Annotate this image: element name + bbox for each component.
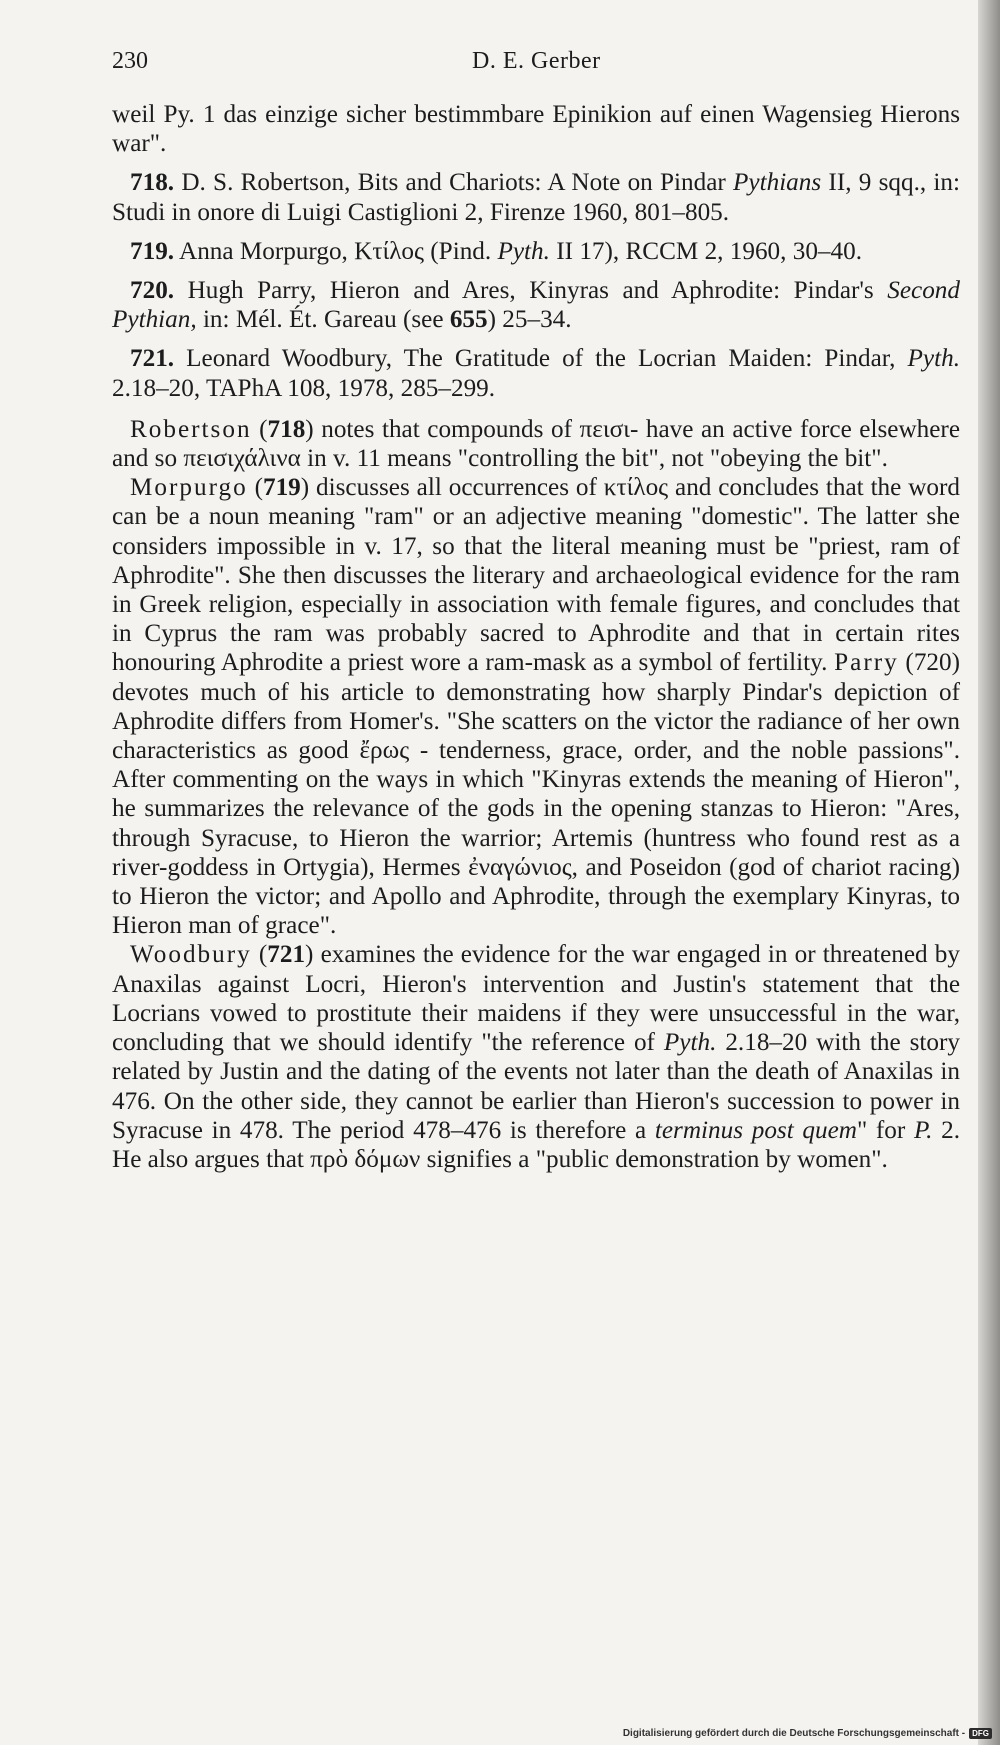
page-number: 230	[112, 48, 148, 74]
paragraph-robertson: Robertson (718) notes that compounds of πεισι- have an active force elsewhere and so πεισιχάλινα in v. 11 means "controlling the bit", not "obeying the bit".	[112, 415, 960, 473]
page-edge-shadow	[978, 0, 1000, 1745]
footer-credit-text: Digitalisierung gefördert durch die Deutsche Forschungsgemeinschaft -	[622, 1728, 966, 1739]
bibliography-entry-721: 721. Leonard Woodbury, The Gratitude of the Locrian Maiden: Pindar, Pyth. 2.18–20, TAPhA 108, 1978, 285–299.	[112, 345, 961, 402]
paragraph-woodbury: Woodbury (721) examines the evidence for the war engaged in or threatened by Anaxilas against Locri, Hieron's intervention and Justin's statement that the Locrians vowed to prostitute their maidens if they were unsuccessful in the war, concluding that we should identify "the reference of Pyth. 2.18–20 with the story related by Justin and the dating of the events not later than the death of Anaxilas in 476. On the other side, they cannot be earlier than Hieron's succession to power in Syracuse in 478. The period 478–476 is therefore a terminus post quem" for P. 2. He also argues that πρὸ δόμων signifies a "public demonstration by women".	[112, 941, 961, 1173]
entry-number: 720.	[130, 277, 175, 305]
entry-number: 719.	[130, 237, 175, 265]
digitization-footer	[623, 1728, 992, 1739]
bibliography-entry-720: 720. Hugh Parry, Hieron and Ares, Kinyras and Aphrodite: Pindar's Second Pythian, in: Mél. Ét. Gareau (see 655) 25–34.	[112, 277, 960, 334]
continuation-paragraph: weil Py. 1 das einzige sicher bestimmbare Epinikion auf einen Wagensieg Hierons war".	[112, 101, 960, 158]
entry-number: 718.	[130, 169, 175, 197]
bibliography-entry-718: 718. D. S. Robertson, Bits and Chariots: A Note on Pindar Pythians II, 9 sqq., in: Studi in onore di Luigi Castiglioni 2, Firenze 1960, 801–805.	[112, 169, 961, 226]
bibliography-entry-719: 719. Anna Morpurgo, Κτίλος (Pind. Pyth. II 17), RCCM 2, 1960, 30–40.	[130, 237, 863, 265]
entry-number: 721.	[130, 345, 175, 373]
dfg-logo: DFG	[969, 1728, 992, 1739]
paragraph-morpurgo: Morpurgo (719) discusses all occurrences of κτίλος and concludes that the word can be a noun meaning "ram" or an adjective meaning "domestic". The latter she considers impossible in v. 17, so that the literal meaning must be "priest, ram of Aphrodite". She then discusses the literary and archaeological evidence for the ram in Greek religion, especially in association with female figures, and concludes that in Cyprus the ram was probably sacred to Aphrodite and that in certain rites honouring Aphrodite a priest wore a ram-mask as a symbol of fertility. Parry (720) devotes much of his article to demonstrating how sharply Pindar's depiction of Aphrodite differs from Homer's. "She scatters on the victor the radiance of her own characteristics as good ἔρως - tenderness, grace, order, and the noble passions". After commenting on the ways in which "Kinyras extends the meaning of Hieron", he summarizes the relevance of the gods in the opening stanzas to Hieron: "Ares, through Syracuse, to Hieron the warrior; Artemis (huntress who found rest as a river-goddess in Ortygia), Hermes ἐναγώνιος, and Poseidon (god of chariot racing) to Hieron the victor; and Apollo and Aphrodite, through the exemplary Kinyras, to Hieron man of grace".	[112, 474, 960, 940]
document-page	[112, 48, 960, 1174]
running-head-author: D. E. Gerber	[472, 48, 601, 74]
running-head	[112, 48, 960, 84]
